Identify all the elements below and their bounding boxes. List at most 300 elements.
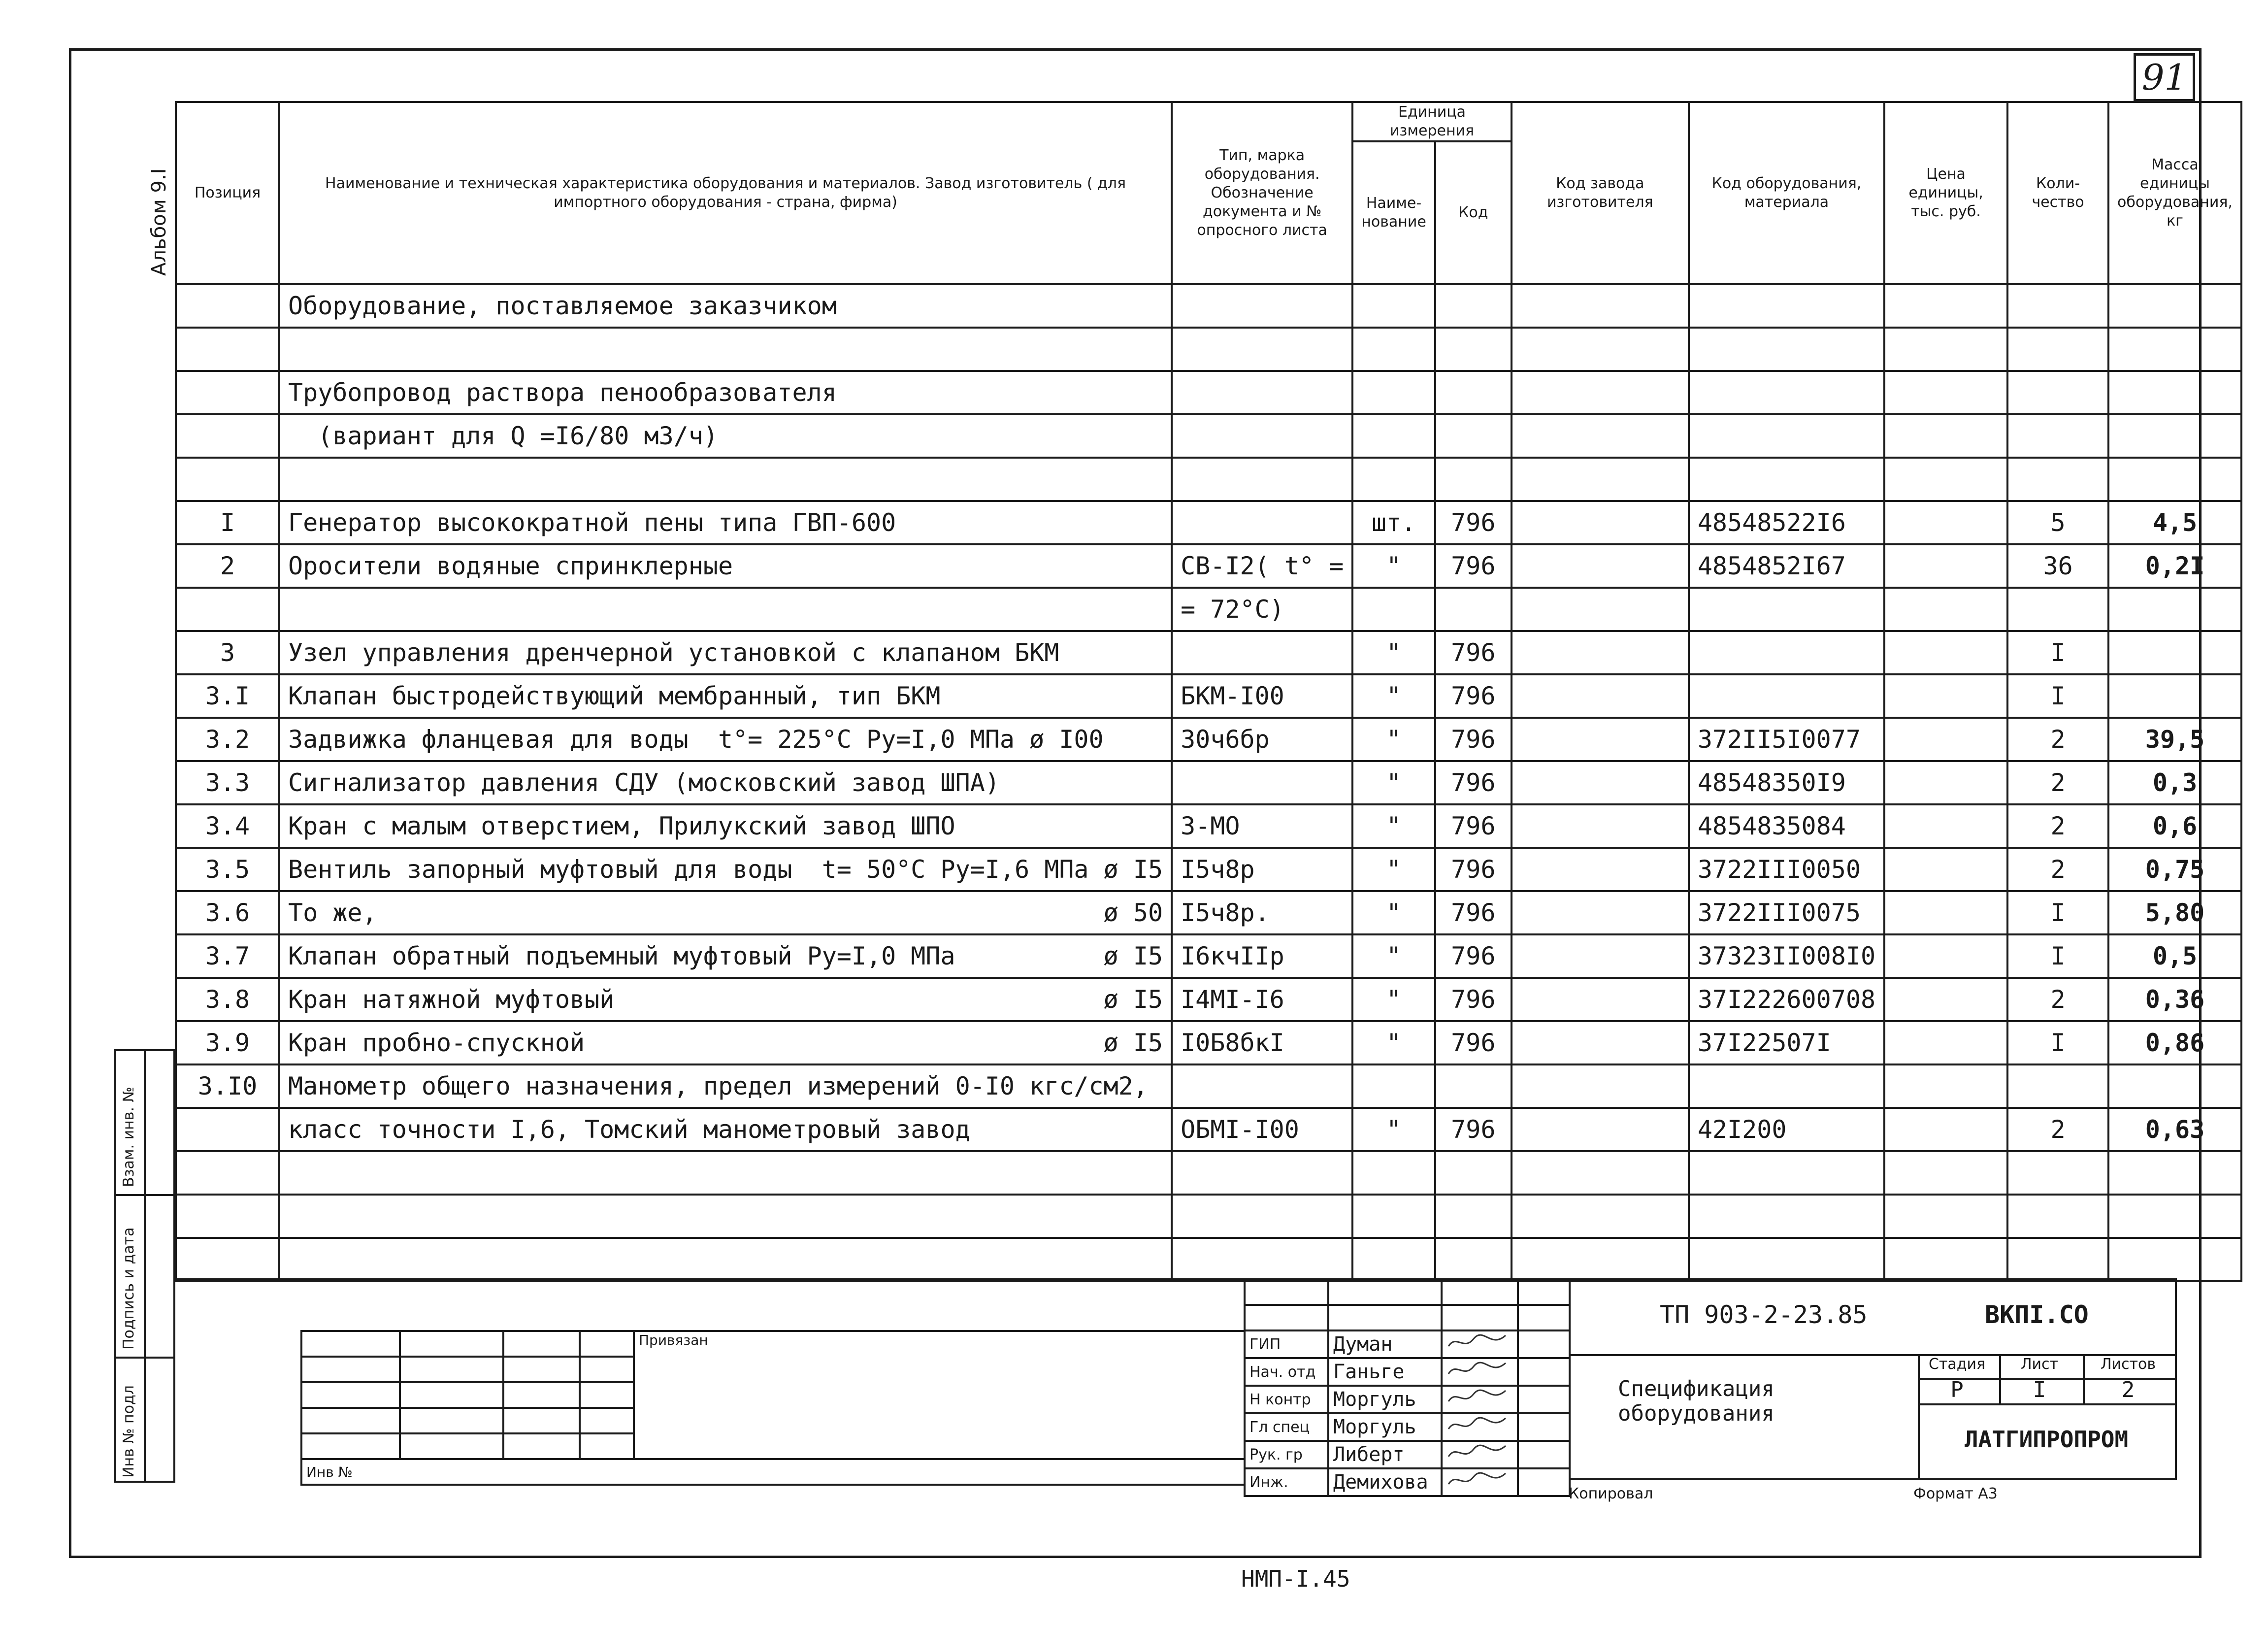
cell-mass: 0,63 <box>2108 1108 2241 1151</box>
cell-plant <box>1512 674 1689 718</box>
cell-price <box>1884 804 2007 848</box>
signature-icon <box>1446 1469 1511 1490</box>
cell-type <box>1172 1195 1352 1238</box>
signer-name: Либерт <box>1328 1441 1442 1468</box>
signature-row <box>1245 1358 1570 1386</box>
binding-grid <box>300 1330 1246 1486</box>
sheet-label: Лист <box>2020 1356 2059 1373</box>
signature-table <box>1244 1278 1571 1497</box>
cell-mass: 0,75 <box>2108 848 2241 891</box>
cell-code <box>1435 1195 1512 1238</box>
cell-price <box>1884 1064 2007 1108</box>
table-row <box>176 1195 2241 1238</box>
cell-qty: I <box>2007 1021 2108 1064</box>
date-cell <box>1518 1358 1570 1386</box>
cell-code: 796 <box>1435 501 1512 544</box>
cell-pos: 3.I0 <box>176 1064 279 1108</box>
org-name: ЛАТГИПРОПРОМ <box>1964 1426 2129 1453</box>
cell-type <box>1172 284 1352 328</box>
date-cell <box>1518 1330 1570 1358</box>
signer-name: Думан <box>1328 1330 1442 1358</box>
cell-qty: 5 <box>2007 501 2108 544</box>
cell-equip: 4854835084 <box>1689 804 1884 848</box>
cell-pos: 3.8 <box>176 978 279 1021</box>
cell-type: ОБМI-I00 <box>1172 1108 1352 1151</box>
cell-qty: 2 <box>2007 848 2108 891</box>
sheet-value: I <box>2033 1377 2046 1402</box>
signer-name: Ганьге <box>1328 1358 1442 1386</box>
specification-table <box>175 101 2242 1282</box>
cell-unit <box>1352 284 1435 328</box>
cell-price <box>1884 674 2007 718</box>
cell-type: СВ-I2( t° = <box>1172 544 1352 588</box>
table-row <box>176 458 2241 501</box>
cell-type <box>1172 631 1352 674</box>
cell-name <box>279 1151 1172 1195</box>
cell-qty: I <box>2007 631 2108 674</box>
cell-name: Оросители водяные спринклерные <box>279 544 1172 588</box>
copied-label: Копировал <box>1569 1485 1653 1502</box>
cell-qty <box>2007 458 2108 501</box>
cell-qty: I <box>2007 891 2108 934</box>
cell-name <box>279 328 1172 371</box>
cell-price <box>1884 284 2007 328</box>
signature-mark <box>1442 1358 1518 1386</box>
cell-name-text: Кран натяжной муфтовый <box>288 985 615 1014</box>
cell-pos <box>176 328 279 371</box>
format-label: Формат А3 <box>1913 1485 1998 1502</box>
role-label: Гл спец <box>1245 1413 1328 1441</box>
table-row <box>176 1064 2241 1108</box>
cell-unit <box>1352 1195 1435 1238</box>
inv-no-label: Инв № <box>301 1459 1245 1485</box>
cell-plant <box>1512 1238 1689 1281</box>
cell-mass: 5,80 <box>2108 891 2241 934</box>
cell-plant <box>1512 284 1689 328</box>
table-row <box>176 631 2241 674</box>
cell-name: (вариант для Q =I6/80 м3/ч) <box>279 414 1172 458</box>
cell-qty: 2 <box>2007 804 2108 848</box>
cell-name-diameter: ø I5 <box>1103 942 1163 970</box>
cell-unit: " <box>1352 978 1435 1021</box>
cell-equip <box>1689 1195 1884 1238</box>
cell-unit <box>1352 371 1435 414</box>
cell-equip <box>1689 414 1884 458</box>
role-label: Нач. отд <box>1245 1358 1328 1386</box>
cell-price <box>1884 1151 2007 1195</box>
cell-price <box>1884 458 2007 501</box>
cell-price <box>1884 414 2007 458</box>
table-row <box>176 544 2241 588</box>
cell-code <box>1435 458 1512 501</box>
cell-equip <box>1689 588 1884 631</box>
cell-price <box>1884 501 2007 544</box>
role-label: Рук. гр <box>1245 1441 1328 1468</box>
cell-mass <box>2108 1195 2241 1238</box>
cell-name <box>279 458 1172 501</box>
cell-equip: 37I22507I <box>1689 1021 1884 1064</box>
cell-pos: 3.9 <box>176 1021 279 1064</box>
cell-mass: 0,36 <box>2108 978 2241 1021</box>
doc-title: Спецификация оборудования <box>1618 1376 1775 1426</box>
signature-row <box>1245 1413 1570 1441</box>
table-row <box>176 891 2241 934</box>
cell-pos <box>176 458 279 501</box>
cell-type <box>1172 458 1352 501</box>
cell-pos: 3.I <box>176 674 279 718</box>
cell-name-text: То же, <box>288 898 377 927</box>
side-label-inv: Инв № подл <box>120 1385 137 1478</box>
cell-pos <box>176 371 279 414</box>
cell-name-diameter: ø 50 <box>1103 898 1163 927</box>
cell-mass <box>2108 284 2241 328</box>
cell-equip <box>1689 1238 1884 1281</box>
cell-mass: 0,6 <box>2108 804 2241 848</box>
cell-price <box>1884 328 2007 371</box>
cell-name <box>279 934 1172 978</box>
cell-name: Задвижка фланцевая для воды t°= 225°С Ру=I,0 МПа ø I00 <box>279 718 1172 761</box>
cell-plant <box>1512 328 1689 371</box>
cell-unit: " <box>1352 1021 1435 1064</box>
cell-name: Вентиль запорный муфтовый для воды t= 50°С Ру=I,6 МПа ø I5 <box>279 848 1172 891</box>
table-row <box>176 1238 2241 1281</box>
table-row <box>176 414 2241 458</box>
cell-equip: 4854852I67 <box>1689 544 1884 588</box>
cell-price <box>1884 371 2007 414</box>
cell-plant <box>1512 1195 1689 1238</box>
signature-icon <box>1446 1359 1511 1380</box>
cell-unit: " <box>1352 848 1435 891</box>
cell-unit: " <box>1352 718 1435 761</box>
cell-type <box>1172 328 1352 371</box>
header-unit-group: Единица измерения <box>1352 102 1512 141</box>
cell-name <box>279 978 1172 1021</box>
cell-name: Узел управления дренчерной установкой с клапаном БКМ <box>279 631 1172 674</box>
cell-type: I6кчIIр <box>1172 934 1352 978</box>
cell-code: 796 <box>1435 978 1512 1021</box>
cell-plant <box>1512 934 1689 978</box>
cell-plant <box>1512 544 1689 588</box>
album-label: Альбом 9.I <box>148 168 170 276</box>
table-row <box>176 804 2241 848</box>
cell-plant <box>1512 588 1689 631</box>
signature-mark <box>1442 1468 1518 1496</box>
cell-price <box>1884 544 2007 588</box>
cell-code: 796 <box>1435 848 1512 891</box>
header-mass: Масса единицы оборудования, кг <box>2108 102 2241 284</box>
cell-unit: " <box>1352 761 1435 804</box>
cell-type: I5ч8р <box>1172 848 1352 891</box>
cell-plant <box>1512 1108 1689 1151</box>
cell-type: = 72°С) <box>1172 588 1352 631</box>
cell-pos <box>176 1151 279 1195</box>
stage-value: Р <box>1950 1377 1964 1402</box>
cell-unit <box>1352 1238 1435 1281</box>
cell-plant <box>1512 1151 1689 1195</box>
cell-plant <box>1512 458 1689 501</box>
cell-name <box>279 1021 1172 1064</box>
cell-qty <box>2007 328 2108 371</box>
cell-equip: 37I222600708 <box>1689 978 1884 1021</box>
signature-row <box>1245 1330 1570 1358</box>
date-cell <box>1518 1386 1570 1413</box>
cell-qty: 36 <box>2007 544 2108 588</box>
table-row <box>176 1151 2241 1195</box>
cell-unit <box>1352 458 1435 501</box>
date-cell <box>1518 1413 1570 1441</box>
cell-qty <box>2007 1238 2108 1281</box>
cell-price <box>1884 934 2007 978</box>
cell-pos: 2 <box>176 544 279 588</box>
cell-qty <box>2007 414 2108 458</box>
cell-mass: 0,5 <box>2108 934 2241 978</box>
cell-qty: 2 <box>2007 978 2108 1021</box>
cell-unit: " <box>1352 1108 1435 1151</box>
role-label: ГИП <box>1245 1330 1328 1358</box>
cell-plant <box>1512 891 1689 934</box>
signature-mark <box>1442 1330 1518 1358</box>
header-position: Позиция <box>176 102 279 284</box>
cell-qty: I <box>2007 934 2108 978</box>
table-row <box>176 718 2241 761</box>
cell-qty: 2 <box>2007 1108 2108 1151</box>
cell-type: 30ч6бр <box>1172 718 1352 761</box>
doc-code: ТП 903-2-23.85 <box>1660 1300 1868 1329</box>
cell-equip <box>1689 631 1884 674</box>
role-label: Н контр <box>1245 1386 1328 1413</box>
cell-code <box>1435 588 1512 631</box>
signature-mark <box>1442 1441 1518 1468</box>
cell-mass <box>2108 1151 2241 1195</box>
sheets-label: Листов <box>2100 1356 2156 1373</box>
signature-icon <box>1446 1331 1511 1352</box>
cell-mass <box>2108 588 2241 631</box>
signature-mark <box>1442 1413 1518 1441</box>
side-label-vzam: Взам. инв. № <box>120 1087 137 1187</box>
cell-code: 796 <box>1435 718 1512 761</box>
role-label: Инж. <box>1245 1468 1328 1496</box>
cell-pos: 3.5 <box>176 848 279 891</box>
cell-equip: 3722III0050 <box>1689 848 1884 891</box>
cell-equip <box>1689 284 1884 328</box>
cell-price <box>1884 761 2007 804</box>
cell-code: 796 <box>1435 674 1512 718</box>
cell-mass <box>2108 631 2241 674</box>
cell-plant <box>1512 718 1689 761</box>
cell-equip <box>1689 328 1884 371</box>
cell-plant <box>1512 501 1689 544</box>
cell-qty <box>2007 1195 2108 1238</box>
cell-code: 796 <box>1435 804 1512 848</box>
cell-code: 796 <box>1435 761 1512 804</box>
table-row <box>176 328 2241 371</box>
cell-code <box>1435 414 1512 458</box>
cell-code: 796 <box>1435 631 1512 674</box>
cell-pos <box>176 1108 279 1151</box>
table-row <box>176 1108 2241 1151</box>
cell-equip <box>1689 1064 1884 1108</box>
cell-mass: 39,5 <box>2108 718 2241 761</box>
cell-name: Оборудование, поставляемое заказчиком <box>279 284 1172 328</box>
cell-mass <box>2108 371 2241 414</box>
signature-row <box>1245 1468 1570 1496</box>
cell-name: Генератор высокократной пены типа ГВП-600 <box>279 501 1172 544</box>
sheets-value: 2 <box>2121 1377 2135 1402</box>
cell-pos <box>176 1238 279 1281</box>
cell-unit: " <box>1352 934 1435 978</box>
cell-equip <box>1689 674 1884 718</box>
cell-code: 796 <box>1435 1021 1512 1064</box>
table-row <box>176 934 2241 978</box>
cell-pos <box>176 588 279 631</box>
cell-price <box>1884 1021 2007 1064</box>
cell-code <box>1435 1064 1512 1108</box>
cell-pos: 3.7 <box>176 934 279 978</box>
cell-mass: 4,5 <box>2108 501 2241 544</box>
cell-name <box>279 891 1172 934</box>
table-row <box>176 848 2241 891</box>
signature-row <box>1245 1386 1570 1413</box>
table-row <box>176 371 2241 414</box>
cell-type <box>1172 501 1352 544</box>
cell-unit: шт. <box>1352 501 1435 544</box>
cell-unit: " <box>1352 631 1435 674</box>
cell-type <box>1172 414 1352 458</box>
header-plant-code: Код завода изготовителя <box>1512 102 1689 284</box>
cell-qty <box>2007 284 2108 328</box>
cell-unit: " <box>1352 544 1435 588</box>
cell-unit: " <box>1352 804 1435 848</box>
cell-qty <box>2007 1064 2108 1108</box>
cell-pos <box>176 1195 279 1238</box>
cell-price <box>1884 1195 2007 1238</box>
header-qty: Коли- чество <box>2007 102 2108 284</box>
cell-qty: I <box>2007 674 2108 718</box>
cell-name-diameter: ø I5 <box>1103 1029 1163 1057</box>
cell-price <box>1884 848 2007 891</box>
date-cell <box>1518 1468 1570 1496</box>
cell-mass <box>2108 1238 2241 1281</box>
cell-type <box>1172 761 1352 804</box>
cell-price <box>1884 1108 2007 1151</box>
header-unit-code: Код <box>1435 141 1512 284</box>
signature-icon <box>1446 1442 1511 1463</box>
cell-unit: " <box>1352 891 1435 934</box>
cell-qty <box>2007 588 2108 631</box>
stage-label: Стадия <box>1928 1356 1986 1373</box>
table-row <box>176 761 2241 804</box>
cell-type: БКМ-I00 <box>1172 674 1352 718</box>
cell-pos <box>176 414 279 458</box>
cell-code: 796 <box>1435 544 1512 588</box>
cell-name: Манометр общего назначения, предел измерений 0-I0 кгс/см2, <box>279 1064 1172 1108</box>
cell-mass <box>2108 458 2241 501</box>
cell-plant <box>1512 761 1689 804</box>
cell-unit <box>1352 414 1435 458</box>
cell-pos: 3.6 <box>176 891 279 934</box>
cell-code <box>1435 1238 1512 1281</box>
cell-code <box>1435 1151 1512 1195</box>
cell-type: З-МО <box>1172 804 1352 848</box>
signature-row <box>1245 1441 1570 1468</box>
cell-name <box>279 1195 1172 1238</box>
cell-equip: 3722III0075 <box>1689 891 1884 934</box>
cell-equip: 37323II008I0 <box>1689 934 1884 978</box>
signature-icon <box>1446 1414 1511 1435</box>
cell-mass: 0,86 <box>2108 1021 2241 1064</box>
cell-pos: 3.2 <box>176 718 279 761</box>
cell-mass: 0,3 <box>2108 761 2241 804</box>
cell-code: 796 <box>1435 891 1512 934</box>
cell-price <box>1884 588 2007 631</box>
signer-name: Демихова <box>1328 1468 1442 1496</box>
cell-mass: 0,2I <box>2108 544 2241 588</box>
cell-type: I0Б8бкI <box>1172 1021 1352 1064</box>
cell-price <box>1884 631 2007 674</box>
cell-pos: 3.4 <box>176 804 279 848</box>
signer-name: Моргуль <box>1328 1413 1442 1441</box>
sheet-mark: 91 <box>2134 53 2195 101</box>
cell-equip <box>1689 458 1884 501</box>
cell-unit <box>1352 588 1435 631</box>
cell-unit: " <box>1352 674 1435 718</box>
table-row <box>176 674 2241 718</box>
cell-name: Сигнализатор давления СДУ (московский завод ШПА) <box>279 761 1172 804</box>
cell-pos <box>176 284 279 328</box>
header-equip-code: Код оборудования, материала <box>1689 102 1884 284</box>
cell-price <box>1884 1238 2007 1281</box>
cell-mass <box>2108 1064 2241 1108</box>
table-row <box>176 588 2241 631</box>
cell-equip: 42I200 <box>1689 1108 1884 1151</box>
header-price: Цена единицы, тыс. руб. <box>1884 102 2007 284</box>
cell-qty <box>2007 371 2108 414</box>
header-unit-name: Наиме- нование <box>1352 141 1435 284</box>
cell-name: Кран с малым отверстием, Прилукский завод ШПО <box>279 804 1172 848</box>
cell-equip: 48548522I6 <box>1689 501 1884 544</box>
bottom-code: НМП-I.45 <box>1241 1565 1350 1592</box>
cell-type <box>1172 371 1352 414</box>
cell-price <box>1884 978 2007 1021</box>
signer-name: Моргуль <box>1328 1386 1442 1413</box>
cell-unit <box>1352 328 1435 371</box>
cell-mass <box>2108 674 2241 718</box>
cell-name <box>279 1238 1172 1281</box>
cell-equip: 48548350I9 <box>1689 761 1884 804</box>
cell-equip <box>1689 1151 1884 1195</box>
cell-name-text: Клапан обратный подъемный муфтовый Ру=I,0 МПа <box>288 942 955 970</box>
header-name: Наименование и техническая характеристика оборудования и материалов. Завод изготовитель ( для импортного оборудования - страна, фирма) <box>279 102 1172 284</box>
signature-icon <box>1446 1387 1511 1407</box>
cell-code: 796 <box>1435 934 1512 978</box>
table-row <box>176 978 2241 1021</box>
cell-pos: I <box>176 501 279 544</box>
cell-plant <box>1512 848 1689 891</box>
cell-code <box>1435 371 1512 414</box>
doc-mark: ВКПI.СО <box>1985 1300 2089 1329</box>
cell-plant <box>1512 978 1689 1021</box>
cell-pos: 3.3 <box>176 761 279 804</box>
cell-price <box>1884 718 2007 761</box>
cell-plant <box>1512 804 1689 848</box>
cell-pos: 3 <box>176 631 279 674</box>
privyazan-label: Привязан <box>634 1331 1245 1459</box>
signature-mark <box>1442 1386 1518 1413</box>
cell-equip <box>1689 371 1884 414</box>
cell-unit <box>1352 1064 1435 1108</box>
cell-qty: 2 <box>2007 761 2108 804</box>
cell-qty: 2 <box>2007 718 2108 761</box>
